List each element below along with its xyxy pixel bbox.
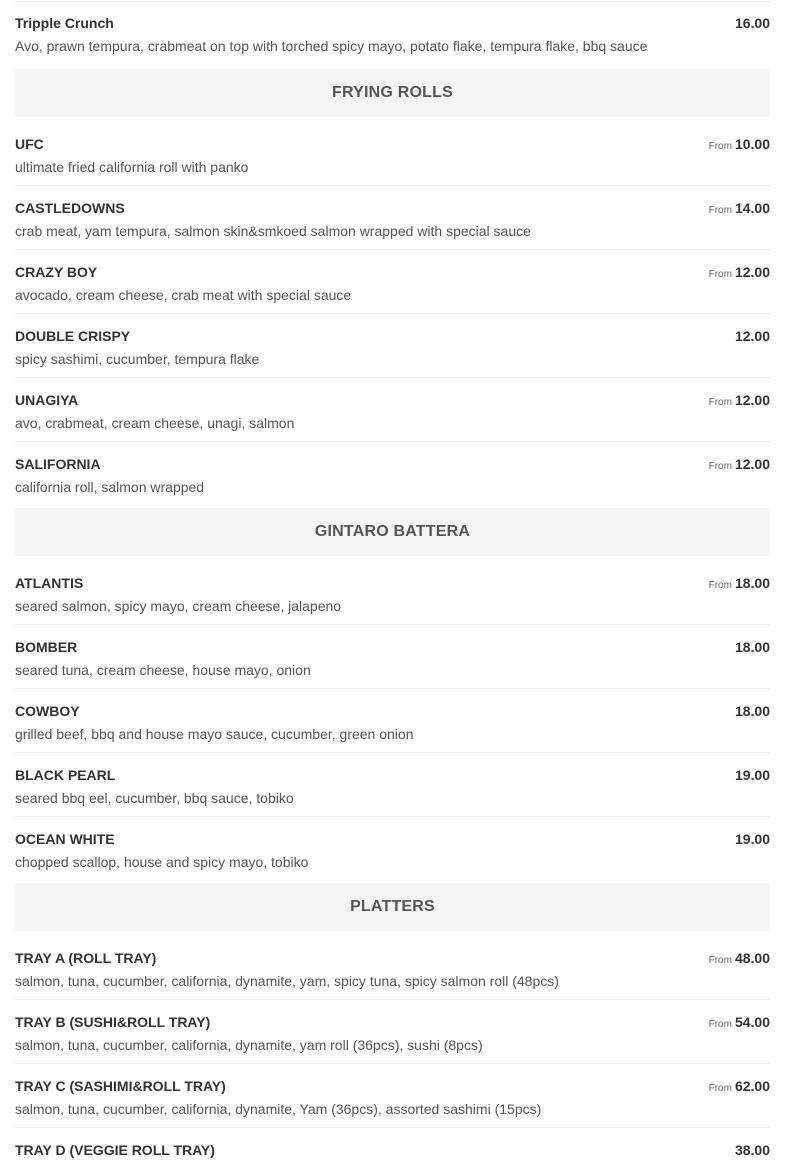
price-value: 18.00 [734, 703, 770, 719]
section-title: FRYING ROLLS [332, 84, 453, 101]
price-value: 12.00 [734, 328, 770, 344]
from-label: From [708, 461, 732, 472]
menu-item-tray-a[interactable] [15, 936, 770, 1000]
item-price [709, 136, 770, 155]
item-price [735, 639, 770, 655]
from-label: From [708, 1083, 732, 1094]
price-value: 12.00 [734, 456, 770, 472]
from-label: From [708, 1019, 732, 1030]
price-value: 62.00 [734, 1078, 770, 1094]
price-value: 18.00 [734, 639, 770, 655]
item-description: crab meat, yam tempura, salmon skin&smkoed salmon wrapped with special sauce [15, 223, 531, 239]
item-price [709, 575, 770, 594]
menu-item-unagiya[interactable] [15, 378, 770, 442]
menu-item-atlantis[interactable] [15, 561, 770, 625]
item-name: UFC [15, 136, 44, 152]
item-name: TRAY B (SUSHI&ROLL TRAY) [15, 1014, 211, 1030]
menu-item-tray-c[interactable] [15, 1064, 770, 1128]
item-description: ultimate fried california roll with panko [15, 159, 249, 175]
item-price [735, 15, 770, 31]
from-label: From [708, 580, 732, 591]
item-price [735, 831, 770, 847]
menu-item-tray-b[interactable] [15, 1000, 770, 1064]
price-value: 19.00 [734, 831, 770, 847]
item-price [709, 456, 770, 475]
item-name: BLACK PEARL [15, 767, 116, 783]
item-description: avocado, cream cheese, crab meat with special sauce [15, 287, 352, 303]
item-name: OCEAN WHITE [15, 831, 115, 847]
item-description: seared bbq eel, cucumber, bbq sauce, tobiko [15, 790, 294, 806]
item-description: california roll, salmon wrapped [15, 479, 205, 495]
item-name: COWBOY [15, 703, 80, 719]
from-label: From [708, 141, 732, 152]
price-value: 18.00 [734, 575, 770, 591]
section-header-frying-rolls [15, 69, 770, 117]
item-description: seared tuna, cream cheese, house mayo, onion [15, 662, 311, 678]
item-name: DOUBLE CRISPY [15, 328, 131, 344]
price-value: 38.00 [734, 1142, 770, 1158]
item-price [735, 703, 770, 719]
item-price [709, 950, 770, 969]
price-value: 12.00 [734, 392, 770, 408]
price-value: 12.00 [734, 264, 770, 280]
item-price [709, 264, 770, 283]
section-header-platters [15, 883, 770, 931]
section-title: PLATTERS [350, 898, 435, 915]
price-value: 14.00 [734, 200, 770, 216]
from-label: From [708, 955, 732, 966]
price-value: 10.00 [734, 136, 770, 152]
price-value: 19.00 [734, 767, 770, 783]
from-label: From [708, 269, 732, 280]
section-header-gintaro-battera [15, 508, 770, 556]
item-name: TRAY D (VEGGIE ROLL TRAY) [15, 1142, 215, 1158]
item-description: spicy sashimi, cucumber, tempura flake [15, 351, 260, 367]
item-name: CRAZY BOY [15, 264, 98, 280]
item-description: grilled beef, bbq and house mayo sauce, cucumber, green onion [15, 726, 414, 742]
menu-item-crazy-boy[interactable] [15, 250, 770, 314]
price-value: 54.00 [734, 1014, 770, 1030]
item-price [709, 1014, 770, 1033]
item-price [735, 1142, 770, 1158]
item-description: salmon, tuna, cucumber, california, dynamite, Yam (36pcs), assorted sashimi (15pcs) [15, 1101, 542, 1117]
item-description: chopped scallop, house and spicy mayo, tobiko [15, 854, 309, 870]
section-title: GINTARO BATTERA [314, 523, 471, 540]
menu-item-castledowns[interactable] [15, 186, 770, 250]
price-value: 16.00 [734, 15, 770, 31]
menu-item-ufc[interactable] [15, 122, 770, 186]
item-price [709, 1078, 770, 1097]
item-price [709, 200, 770, 219]
price-value: 48.00 [734, 950, 770, 966]
menu-item-ocean-white[interactable] [15, 817, 770, 881]
from-label: From [708, 205, 732, 216]
item-description: salmon, tuna, cucumber, california, dynamite, yam, spicy tuna, spicy salmon roll (48pcs) [15, 973, 559, 989]
menu-item-tripple-crunch[interactable] [15, 0, 770, 64]
menu-item-black-pearl[interactable] [15, 753, 770, 817]
menu-item-double-crispy[interactable] [15, 314, 770, 378]
item-description: salmon, tuna, cucumber, california, dynamite, yam roll (36pcs), sushi (8pcs) [15, 1037, 483, 1053]
menu-item-cowboy[interactable] [15, 689, 770, 753]
item-description: Avo, prawn tempura, crabmeat on top with torched spicy mayo, potato flake, tempura flake, bbq sauce [15, 38, 648, 54]
item-description: avo, crabmeat, cream cheese, unagi, salmon [15, 415, 295, 431]
item-name: SALIFORNIA [15, 456, 101, 472]
menu-item-tray-d[interactable] [15, 1128, 770, 1163]
item-price [709, 392, 770, 411]
item-name: CASTLEDOWNS [15, 200, 125, 216]
item-name: UNAGIYA [15, 392, 79, 408]
item-price [735, 767, 770, 783]
item-price [735, 328, 770, 344]
item-name: BOMBER [15, 639, 78, 655]
menu-item-salifornia[interactable] [15, 442, 770, 506]
item-description: seared salmon, spicy mayo, cream cheese, jalapeno [15, 598, 342, 614]
item-name: ATLANTIS [15, 575, 84, 591]
item-name: Tripple Crunch [15, 15, 114, 31]
item-name: TRAY C (SASHIMI&ROLL TRAY) [15, 1078, 226, 1094]
item-name: TRAY A (ROLL TRAY) [15, 950, 157, 966]
menu-item-bomber[interactable] [15, 625, 770, 689]
from-label: From [708, 397, 732, 408]
